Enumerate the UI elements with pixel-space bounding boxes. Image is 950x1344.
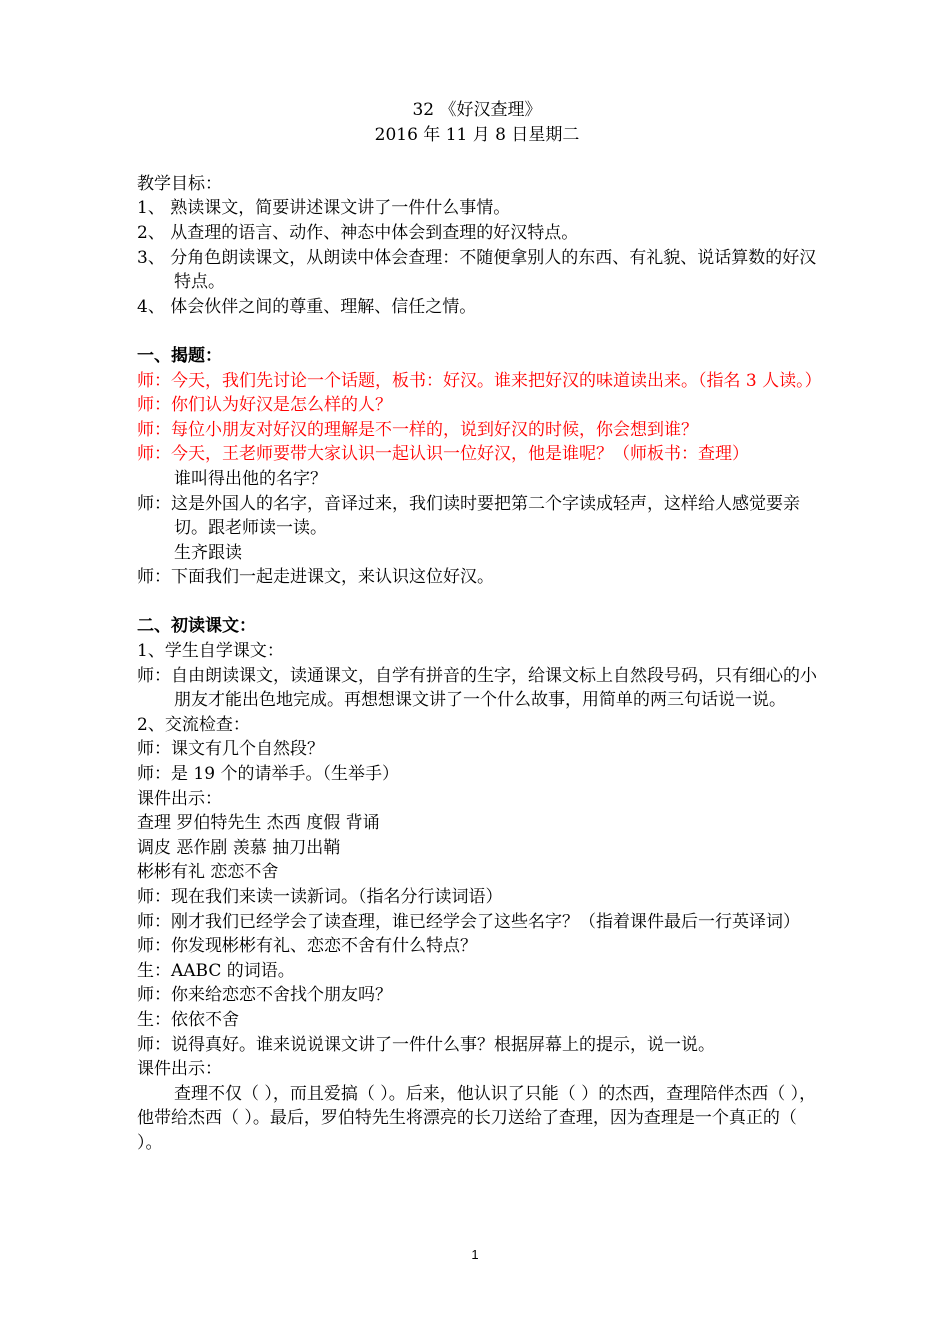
objective-item: 3、 分角色朗读课文，从朗读中体会查理：不随便拿别人的东西、有礼貌、说话算数的好汉特点。: [137, 247, 817, 293]
teacher-line: 师：下面我们一起走进课文，来认识这位好汉。: [137, 567, 494, 588]
teacher-line: 师：现在我们来读一读新词。（指名分行读词语）: [137, 887, 503, 907]
slide-label: 课件出示：: [137, 788, 222, 809]
objective-item: 4、 体会伙伴之间的尊重、理解、信任之情。: [137, 296, 477, 317]
vocab-row: 调皮 恶作剧 羡慕 抽刀出鞘: [137, 837, 341, 858]
dialogue-line: 生齐跟读: [174, 542, 242, 563]
teacher-line: 师：你来给恋恋不舍找个朋友吗？: [137, 985, 392, 1006]
lesson-date: 2016 年 11 月 8 日星期二: [374, 124, 580, 145]
teacher-line: 师：说得真好。谁来说说课文讲了一件什么事？根据屏幕上的提示，说一说。: [137, 1034, 715, 1055]
objectives-heading: 教学目标：: [137, 173, 222, 194]
teacher-line: 师：今天，我们先讨论一个话题，板书：好汉。谁来把好汉的味道读出来。（指名 3 人读。）: [137, 370, 822, 391]
student-line: 生：依依不舍: [137, 1009, 239, 1030]
teacher-line: 师：每位小朋友对好汉的理解是不一样的，说到好汉的时候，你会想到谁？: [137, 419, 698, 440]
fill-in-paragraph: 查理不仅（ ），而且爱搞（ ）。后来，他认识了只能（ ）的杰西，查理陪伴杰西（ ），他带给杰西（ ）。最后，罗伯特先生将漂亮的长刀送给了查理，因为查理是一个真正的（ ）。: [137, 1083, 817, 1153]
teacher-line: 师：自由朗读课文，读通课文，自学有拼音的生字，给课文标上自然段号码，只有细心的小朋友才能出色地完成。再想想课文讲了一个什么故事，用简单的两三句话说一说。: [137, 665, 817, 711]
teacher-line: 师：刚才我们已经学会了读查理，谁已经学会了这些名字？（指着课件最后一行英译词）: [137, 911, 800, 932]
page-number: 1: [471, 1247, 479, 1262]
objective-item: 1、 熟读课文，简要讲述课文讲了一件什么事情。: [137, 198, 511, 219]
section-heading: 二、初读课文：: [137, 616, 256, 637]
teacher-line: 师：今天，王老师要带大家认识一起认识一位好汉，他是谁呢？（师板书：查理）: [137, 444, 749, 465]
teacher-line: 师：课文有几个自然段？: [137, 739, 324, 760]
section-heading: 一、揭题：: [137, 345, 222, 366]
lesson-title: 32 《好汉查理》: [412, 100, 542, 120]
spacer: [137, 147, 817, 172]
student-line: 生：AABC 的词语。: [137, 960, 295, 981]
slide-label: 课件出示：: [137, 1059, 222, 1080]
step-heading: 1、学生自学课文：: [137, 641, 284, 662]
teacher-line: 师：你发现彬彬有礼、恋恋不舍有什么特点？: [137, 936, 477, 957]
dialogue-line: 谁叫得出他的名字？: [174, 468, 327, 489]
step-heading: 2、交流检查：: [137, 714, 250, 735]
document-body: [137, 98, 822, 1156]
vocab-row: 彬彬有礼 恋恋不舍: [137, 862, 279, 883]
spacer: [137, 319, 817, 344]
vocab-row: 查理 罗伯特先生 杰西 度假 背诵: [137, 813, 380, 834]
teacher-line: 师：你们认为好汉是怎么样的人？: [137, 395, 392, 416]
teacher-line: 师：是 19 个的请举手。（生举手）: [137, 764, 399, 785]
spacer: [137, 590, 817, 615]
objective-item: 2、 从查理的语言、动作、神态中体会到查理的好汉特点。: [137, 222, 579, 243]
teacher-line: 师：这是外国人的名字，音译过来，我们读时要把第二个字读成轻声，这样给人感觉要亲切。跟老师读一读。: [137, 493, 800, 539]
